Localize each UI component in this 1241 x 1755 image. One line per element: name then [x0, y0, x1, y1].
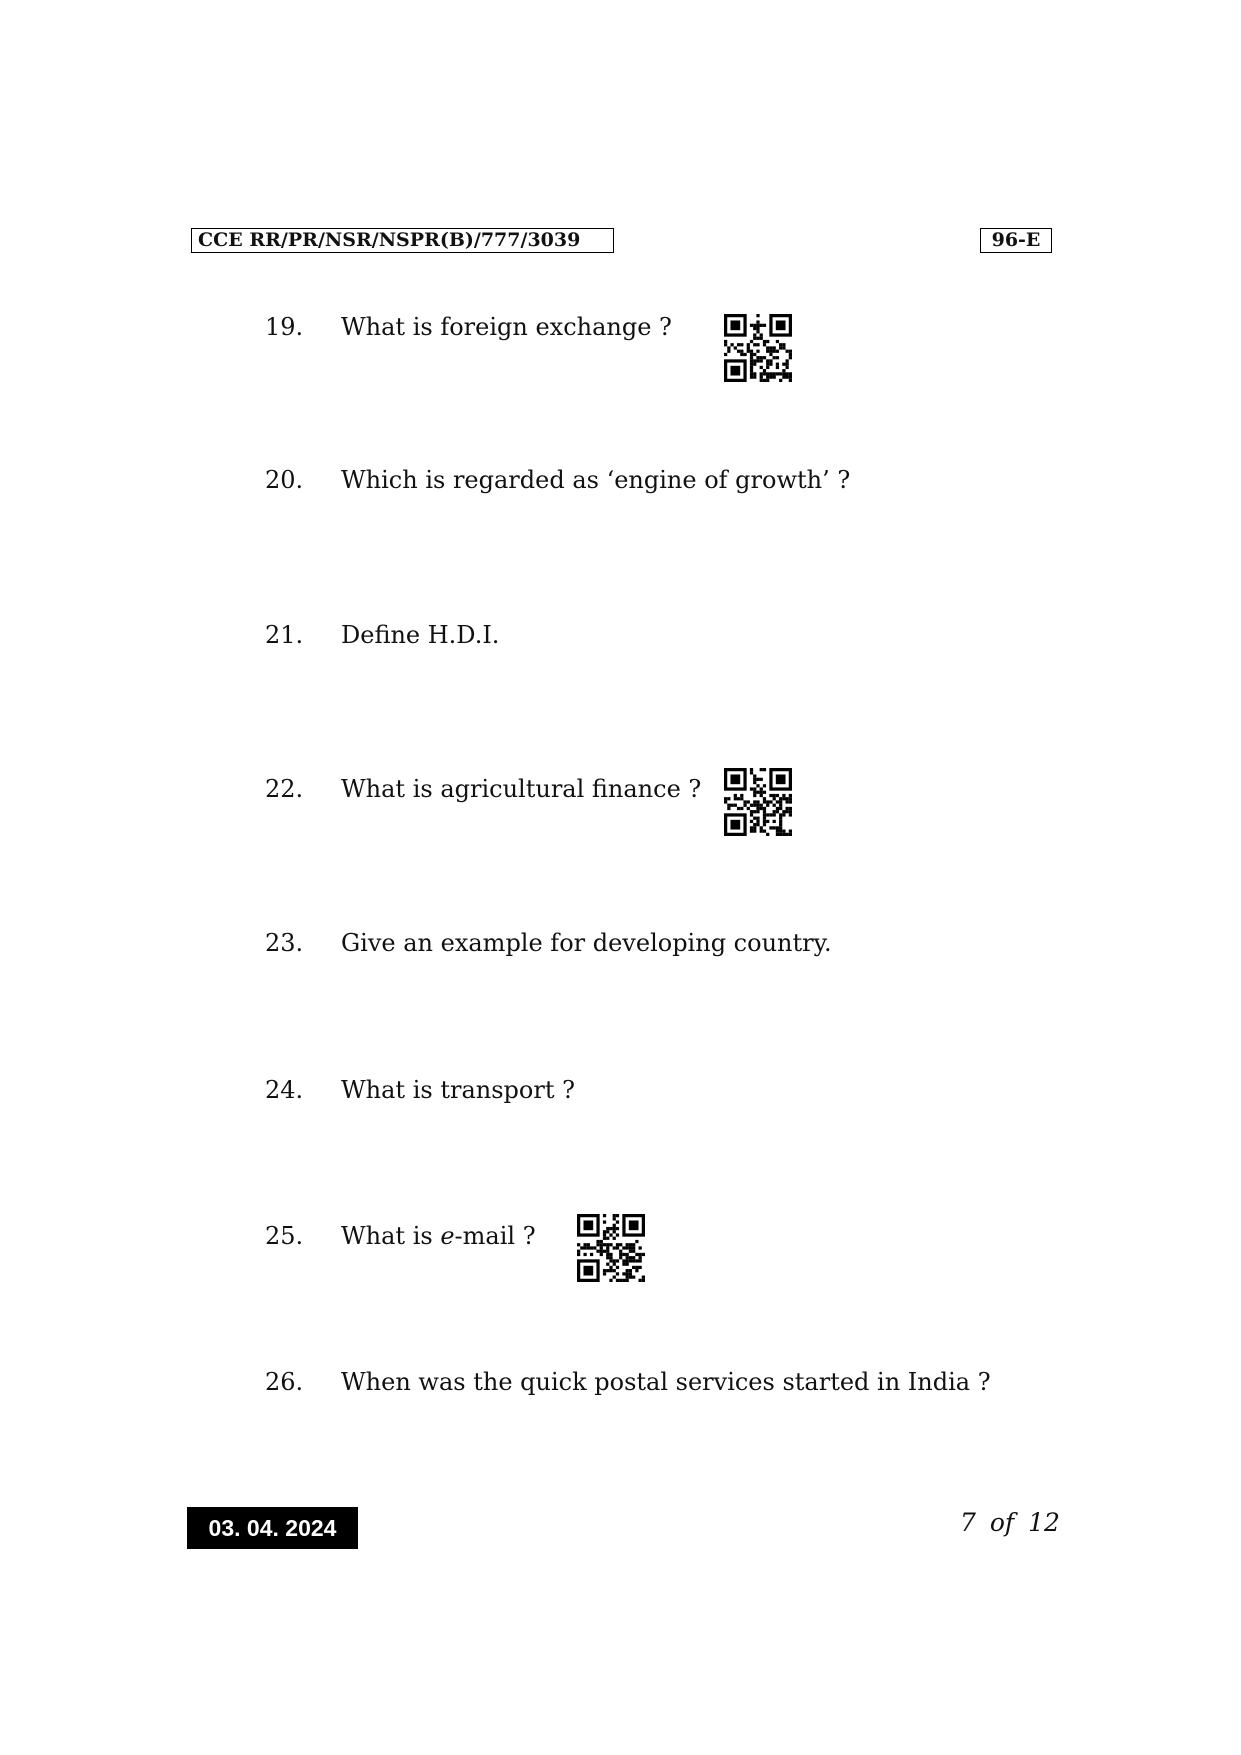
qr-code-icon	[577, 1214, 645, 1282]
exam-date: 03. 04. 2024	[187, 1507, 358, 1549]
question-text: What is foreign exchange ?	[341, 313, 672, 341]
question-text: What is transport ?	[341, 1076, 575, 1104]
question-number: 24.	[265, 1076, 304, 1104]
paper-tag: 96-E	[980, 228, 1052, 253]
question-number: 23.	[265, 929, 304, 957]
question-number: 25.	[265, 1222, 304, 1250]
question-number: 21.	[265, 621, 304, 649]
question-text: What is e-mail ?	[341, 1222, 536, 1250]
question-text: Define H.D.I.	[341, 621, 500, 649]
page-number: 7 of 12	[960, 1508, 1060, 1537]
question-25	[265, 1222, 536, 1250]
question-number: 26.	[265, 1368, 304, 1396]
qr-code-icon	[724, 768, 792, 836]
question-text: Give an example for developing country.	[341, 929, 832, 957]
question-text: What is agricultural finance ?	[341, 775, 702, 803]
question-text: When was the quick postal services started in India ?	[341, 1368, 991, 1396]
question-23	[265, 929, 832, 957]
question-26	[265, 1368, 991, 1396]
question-number: 22.	[265, 775, 304, 803]
question-text: Which is regarded as ‘engine of growth’ ?	[341, 466, 851, 494]
question-20	[265, 466, 850, 494]
question-number: 19.	[265, 313, 304, 341]
question-21	[265, 621, 499, 649]
question-22	[265, 775, 701, 803]
qr-code-icon	[724, 314, 792, 382]
question-number: 20.	[265, 466, 304, 494]
question-24	[265, 1076, 575, 1104]
document-code: CCE RR/PR/NSR/NSPR(B)/777/3039	[191, 228, 614, 253]
question-19	[265, 313, 672, 341]
